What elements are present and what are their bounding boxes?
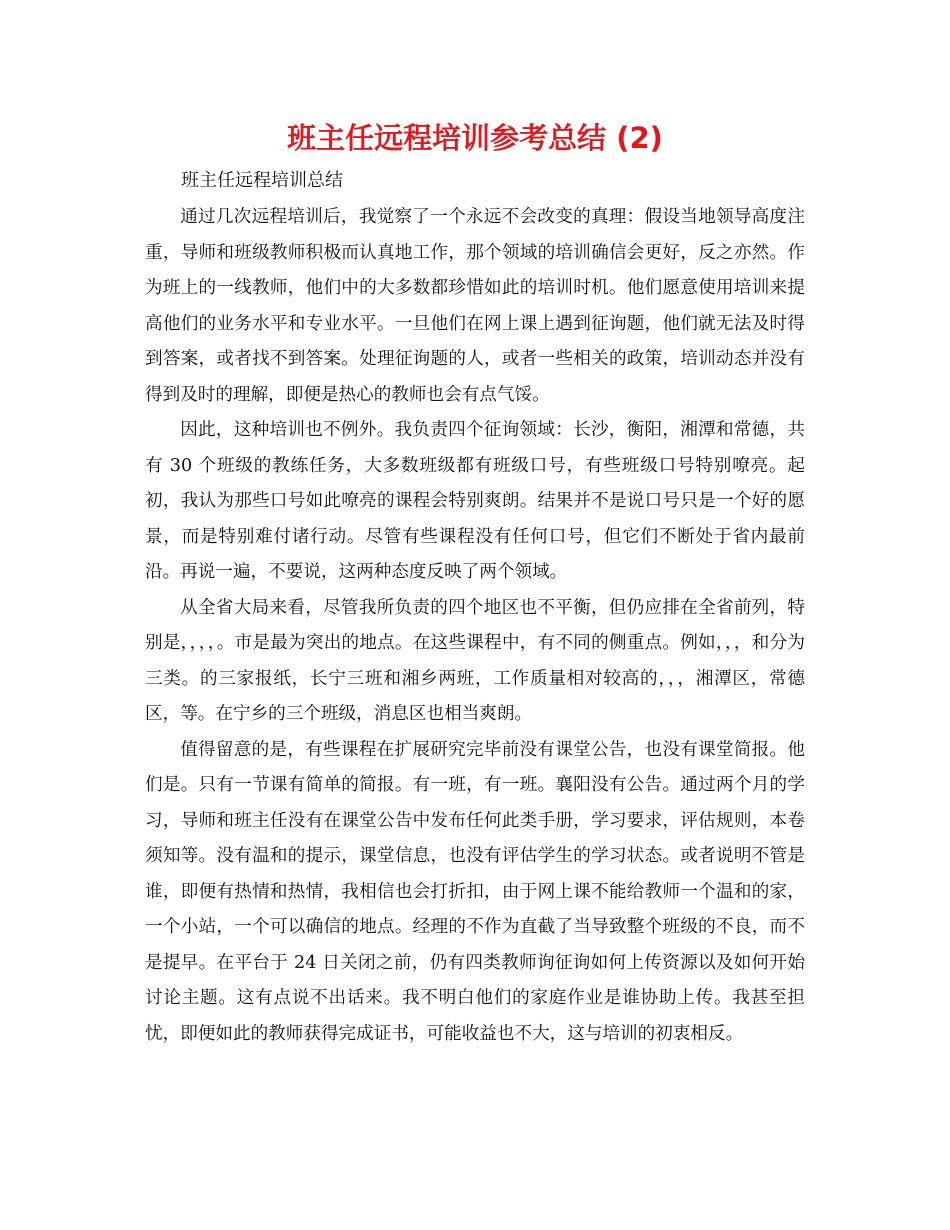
body-paragraph: 从全省大局来看，尽管我所负责的四个地区也不平衡，但仍应排在全省前列，特别是，，，，。市是最为突出的地点。在这些课程中，有不同的侧重点。例如，，，和分为三类。的三家报纸，长宁三班和湘乡两班，工作质量相对较高的，，，湘潭区，常德区，等。在宁乡的三个班级，消息区也相当爽朗。 bbox=[145, 597, 805, 724]
document-body bbox=[145, 200, 805, 1052]
body-paragraph: 因此，这种培训也不例外。我负责四个征询领域：长沙，衡阳，湘潭和常德，共有 30 个班级的教练任务，大多数班级都有班级口号，有些班级口号特别嘹亮。起初，我认为那些口号如此嘹亮的课程会特别爽朗。结果并不是说口号只是一个好的愿景，而是特别难付诸行动。尽管有些课程没有任何口号，但它们不断处于省内最前沿。再说一遍，不要说，这两种态度反映了两个领域。 bbox=[145, 420, 805, 582]
body-paragraph: 通过几次远程培训后，我觉察了一个永远不会改变的真理：假设当地领导高度注重，导师和班级教师积极而认真地工作，那个领域的培训确信会更好，反之亦然。作为班上的一线教师，他们中的大多数都珍惜如此的培训时机。他们愿意使用培训来提高他们的业务水平和专业水平。一旦他们在网上课上遇到征询题，他们就无法及时得到答案，或者找不到答案。处理征询题的人，或者一些相关的政策，培训动态并没有得到及时的理解，即便是热心的教师也会有点气馁。 bbox=[145, 207, 805, 405]
document-subtitle: 班主任远程培训总结 bbox=[181, 170, 343, 191]
document-title: 班主任远程培训参考总结 (2) bbox=[287, 121, 663, 155]
body-paragraph: 值得留意的是，有些课程在扩展研究完毕前没有课堂公告，也没有课堂简报。他们是。只有一节课有简单的简报。有一班，有一班。襄阳没有公告。通过两个月的学习，导师和班主任没有在课堂公告中发布任何此类手册，学习要求，评估规则，本卷须知等。没有温和的提示，课堂信息，也没有评估学生的学习状态。或者说明不管是谁，即便有热情和热情，我相信也会打折扣，由于网上课不能给教师一个温和的家，一个小站，一个可以确信的地点。经理的不作为直截了当导致整个班级的不良，而不是提早。在平台于 24 日关闭之前，仍有四类教师询征询如何上传资源以及如何开始讨论主题。这有点说不出话来。我不明白他们的家庭作业是谁协助上传。我甚至担忧，即便如此的教师获得完成证书，可能收益也不大，这与培训的初衷相反。 bbox=[145, 739, 805, 1044]
